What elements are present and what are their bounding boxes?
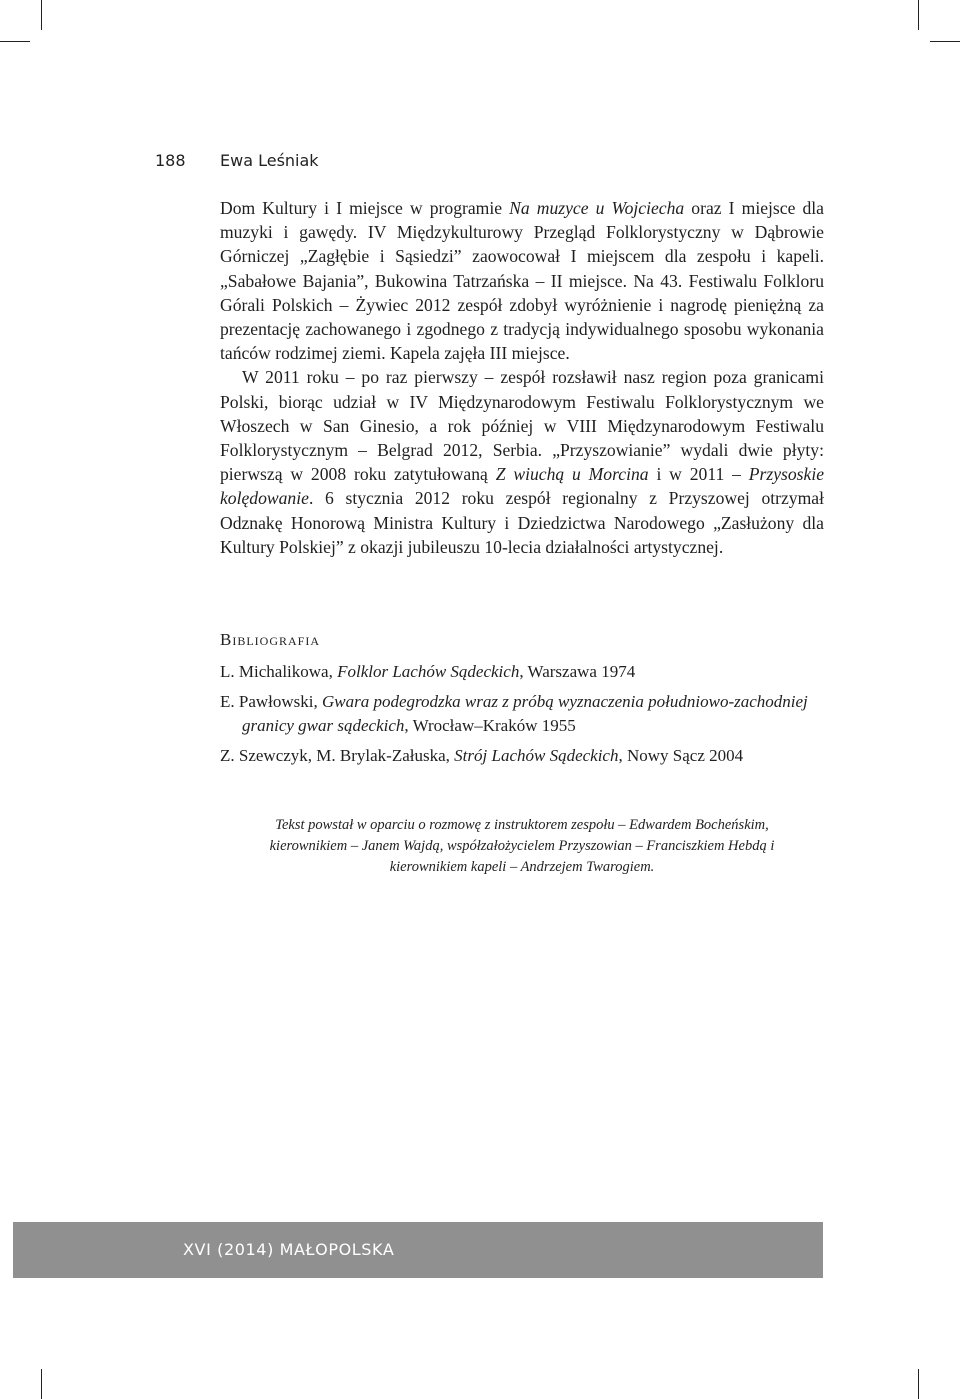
crop-mark-top-left bbox=[41, 0, 42, 30]
text-run: i w 2011 – bbox=[648, 464, 749, 485]
body-text bbox=[220, 196, 824, 559]
bib-publication: , Nowy Sącz 2004 bbox=[618, 746, 744, 765]
bib-author: Z. Szewczyk, M. Brylak-Załuska, bbox=[220, 746, 455, 765]
crop-mark-top-right-h bbox=[930, 41, 960, 42]
crop-mark-bottom-left bbox=[41, 1369, 42, 1399]
bibliography-item bbox=[220, 660, 830, 684]
italic-title: Z wiuchą u Morcina bbox=[495, 464, 649, 485]
text-run: oraz I miejsce dla muzyki i gawędy. IV Międzykulturowy Przegląd Folklorystyczny w Dąbrowie Górniczej „Zagłębie i Sąsiedzi” zaowocował I miejscem dla zespołu i kapeli. „Sabałowe Bajania”, Bukowina Tatrzańska – II miejsce. Na 43. Festiwalu Folkloru Górali Polskich – Żywiec 2012 zespół zdobył wyróżnienie i nagrodę pieniężną za prezentację zachowanego i zgodnego z tradycją indywidualnego sposobu wykonania tańców rodzimej ziemi. Kapela zajęła III miejsce. bbox=[220, 198, 824, 364]
italic-title: Na muzyce u Wojciecha bbox=[509, 198, 685, 218]
italic-title: Przysoskie kolędowanie bbox=[220, 464, 825, 509]
bibliography-item bbox=[220, 744, 830, 768]
running-head bbox=[155, 151, 319, 170]
page-number: 188 bbox=[155, 151, 186, 170]
crop-mark-bottom-right bbox=[918, 1369, 919, 1399]
footer-band bbox=[13, 1222, 823, 1278]
crop-mark-top-right bbox=[918, 0, 919, 30]
text-run: Dom Kultury i I miejsce w programie bbox=[220, 198, 510, 218]
bib-publication: , Warszawa 1974 bbox=[519, 662, 636, 681]
bib-author: L. Michalikowa, bbox=[220, 662, 338, 681]
text-run: W 2011 roku – po raz pierwszy – zespół rozsławił nasz region poza granicami Polski, biorąc udział w IV Międzynarodowym Festiwalu Folklorystycznym we Włoszech w San Ginesio, a rok później w VIII Międzynarodowym Festiwalu Folklorystycznym – Belgrad 2012, Serbia. „Przyszowianie” wydali dwie płyty: pierwszą w 2008 roku zatytułowaną bbox=[220, 367, 824, 485]
bib-title: Gwara podegrodzka wraz z próbą wyznaczenia południowo-zachodniej granicy gwar sądeckich bbox=[242, 692, 808, 735]
footer-label: XVI (2014) MAŁOPOLSKA bbox=[183, 1240, 395, 1259]
bib-author: E. Pawłowski, bbox=[220, 692, 322, 711]
bibliography-item bbox=[220, 690, 830, 738]
bib-publication: , Wrocław–Kraków 1955 bbox=[404, 716, 576, 735]
bib-title: Folklor Lachów Sądeckich bbox=[337, 662, 520, 681]
paragraph-1 bbox=[220, 196, 824, 365]
source-note: Tekst powstał w oparciu o rozmowę z instruktorem zespołu – Edwardem Bocheńskim, kierownikiem – Janem Wajdą, współzałożycielem Przyszowian – Franciszkiem Hebdą i kierownikiem kapeli – Andrzejem Twarogiem. bbox=[269, 817, 775, 875]
bibliography-list bbox=[220, 660, 830, 774]
bibliography-heading: Bibliografia bbox=[220, 630, 321, 649]
running-head-author: Ewa Leśniak bbox=[220, 151, 319, 170]
paragraph-2 bbox=[220, 365, 824, 559]
crop-mark-top-left-h bbox=[0, 41, 30, 42]
bib-title: Strój Lachów Sądeckich bbox=[454, 746, 619, 765]
text-run: . 6 stycznia 2012 roku zespół regionalny z Przyszowej otrzymał Odznakę Honorową Ministra Kultury i Dziedzictwa Narodowego „Zasłużony dla Kultury Polskiej” z okazji jubileuszu 10-lecia działalności artystycznej. bbox=[220, 488, 824, 557]
